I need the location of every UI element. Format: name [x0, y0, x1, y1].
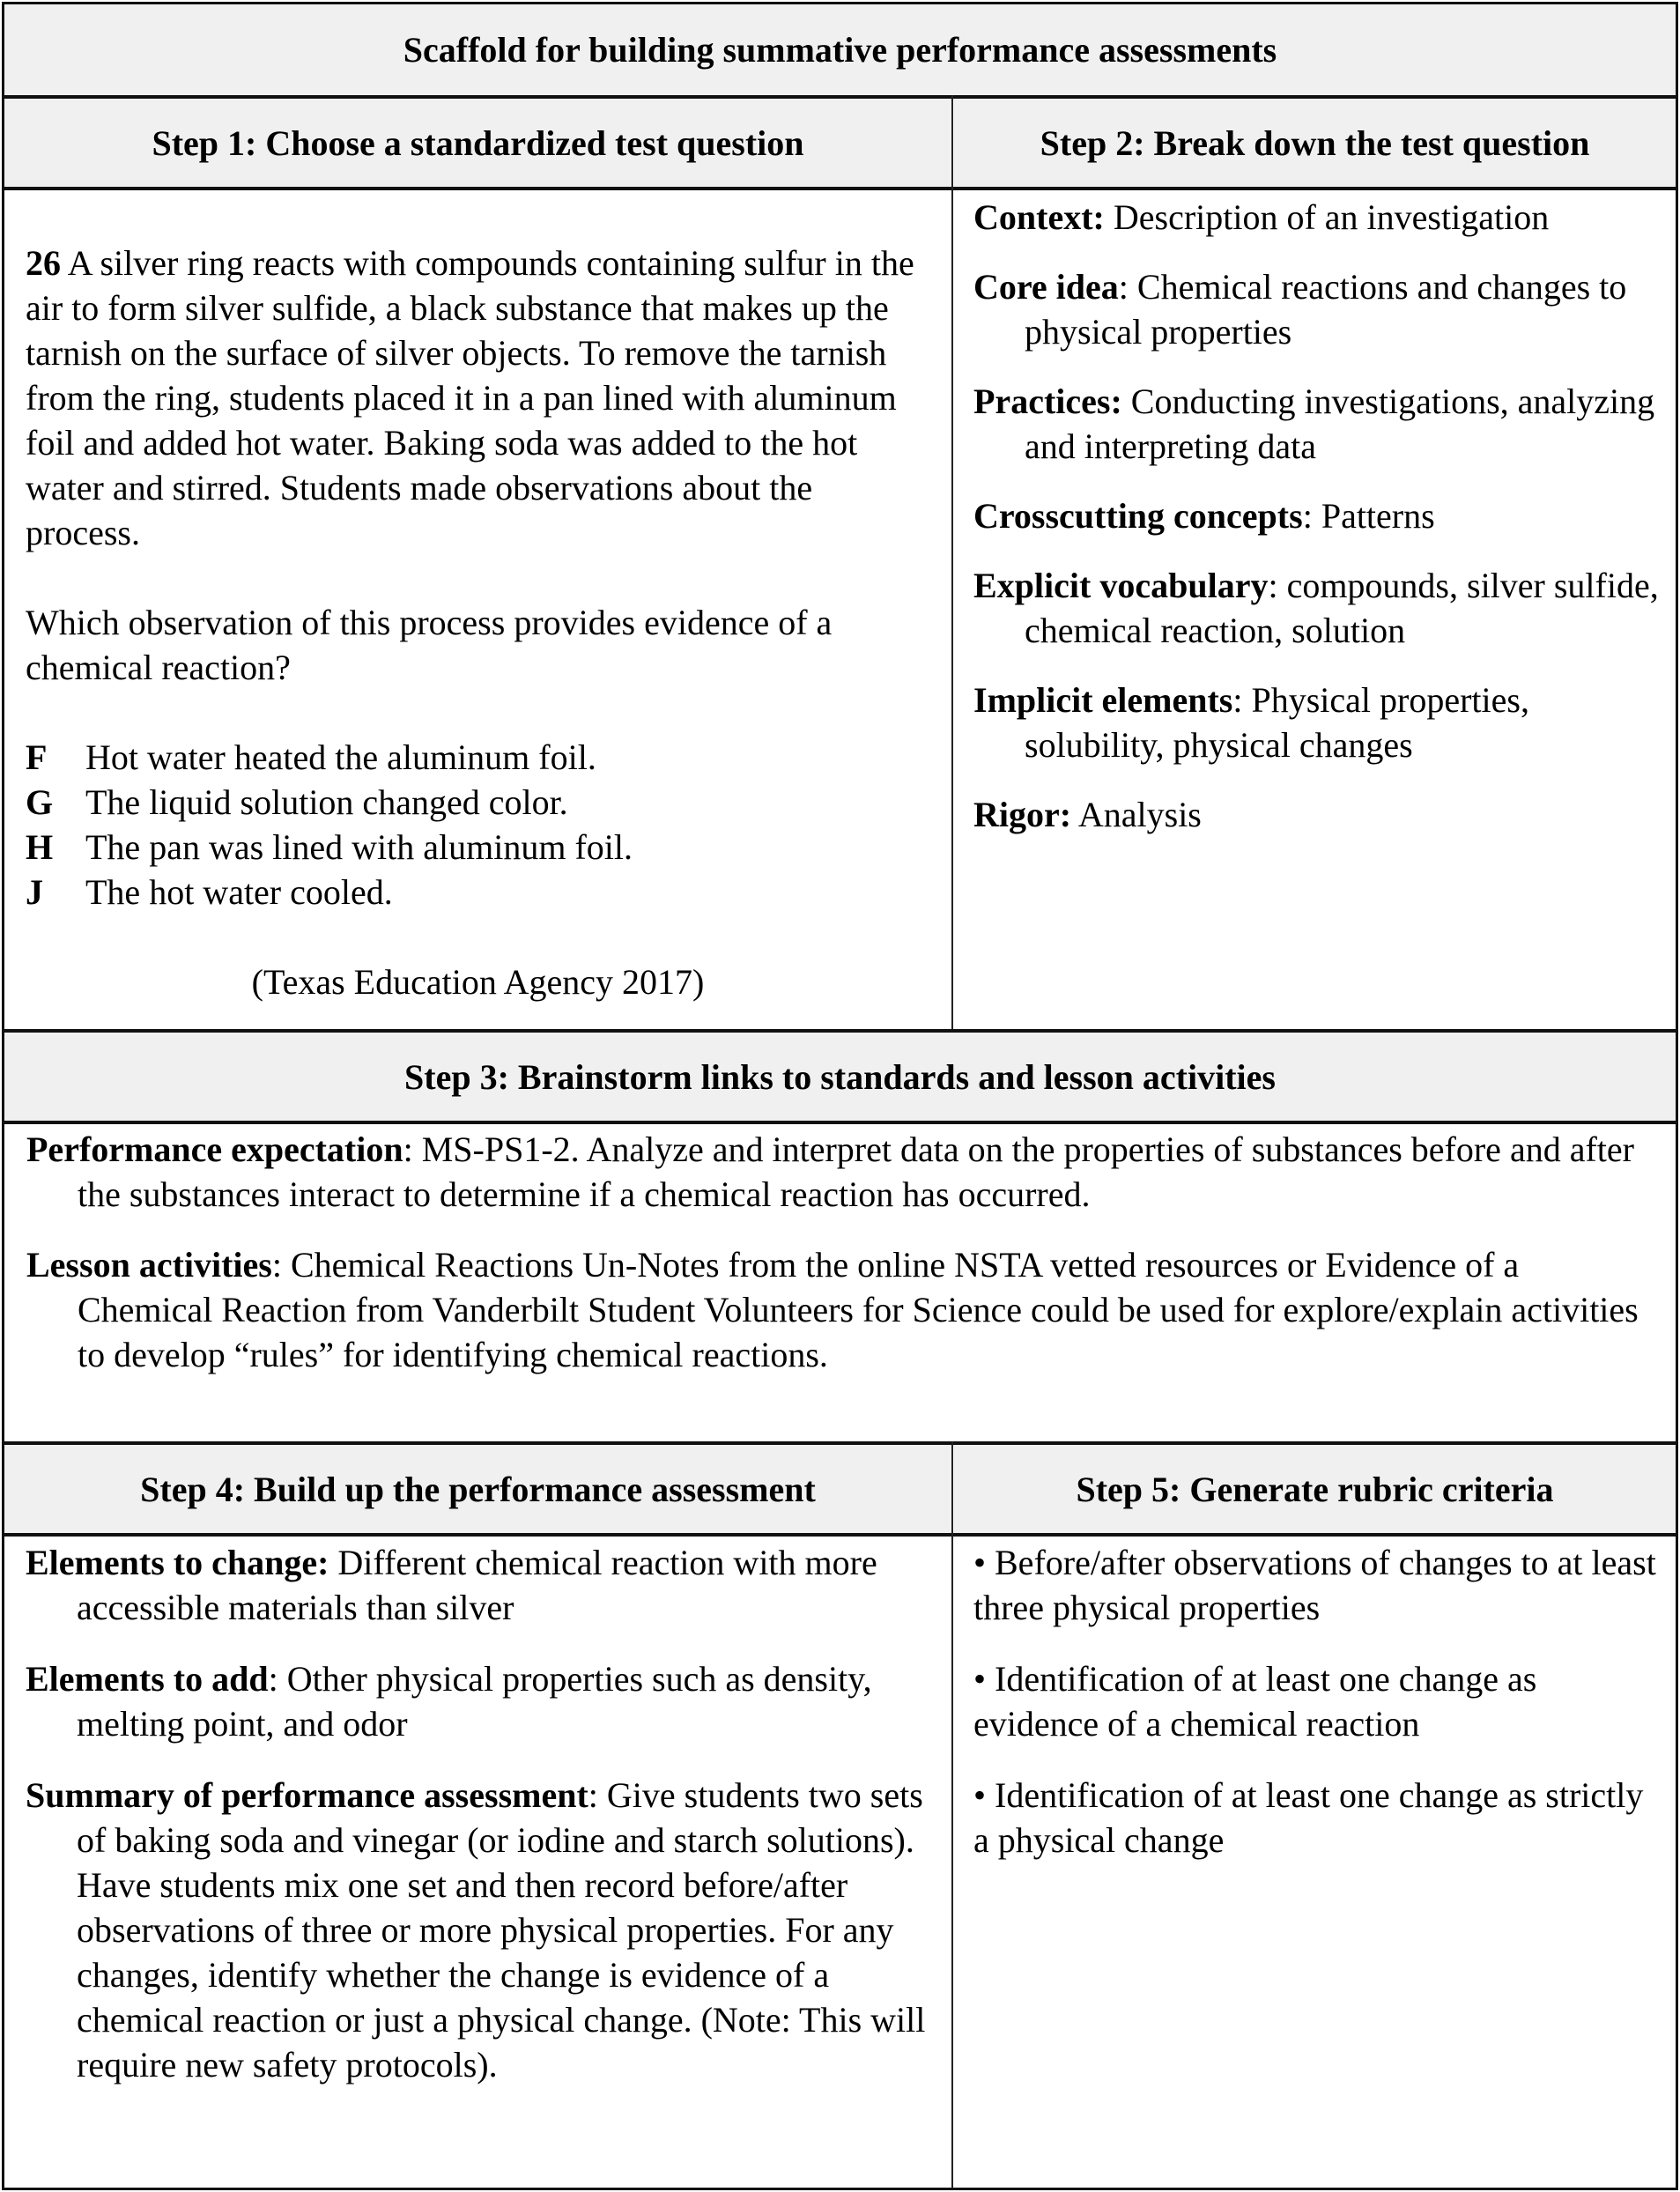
- elements-to-add: [26, 1656, 934, 1746]
- table-title-text: Scaffold for building summative performance assessments: [403, 30, 1277, 70]
- step3-heading-text: Step 3: Brainstorm links to standards and lesson activities: [404, 1056, 1276, 1097]
- choice-text: Hot water heated the aluminum foil.: [85, 737, 596, 777]
- item-value: : Physical properties, solubility, physical changes: [1025, 680, 1529, 765]
- item-label: Core idea: [973, 267, 1119, 307]
- item-label: Practices:: [973, 381, 1122, 421]
- rubric-criterion: • Identification of at least one change as strictly a physical change: [973, 1775, 1644, 1860]
- item-label: Context:: [973, 197, 1105, 237]
- breakdown-item-explicit-vocabulary: [973, 563, 1661, 653]
- step5-heading-text: Step 5: Generate rubric criteria: [1076, 1469, 1554, 1509]
- breakdown-item-crosscutting: [973, 493, 1661, 538]
- item-value: Description of an investigation: [1104, 197, 1550, 237]
- answer-choice: [26, 735, 930, 780]
- step1-heading-text: Step 1: Choose a standardized test question: [152, 122, 804, 163]
- choice-letter: J: [26, 872, 43, 912]
- answer-choice: [26, 780, 930, 825]
- item-label: Summary of performance assessment: [26, 1775, 588, 1815]
- step3-heading: [4, 1033, 1676, 1121]
- breakdown-item-rigor: [973, 792, 1661, 837]
- item-label: Performance expectation: [26, 1129, 403, 1169]
- breakdown-item-core-idea: [973, 264, 1661, 354]
- step4-body: [4, 1537, 951, 2187]
- question-prompt: Which observation of this process provides evidence of a chemical reaction?: [26, 603, 833, 687]
- item-value: : Chemical Reactions Un-Notes from the online NSTA vetted resources or Evidence of a Chemical Reaction from Vanderbilt Student Volunteers for Science could be used for explore/explain activities to develop “rules” for identifying chemical reactions.: [78, 1245, 1639, 1374]
- elements-to-change: [26, 1540, 934, 1630]
- citation: (Texas Education Agency 2017): [251, 962, 705, 1002]
- assessment-summary: [26, 1773, 934, 2087]
- step1-heading: [4, 99, 951, 187]
- breakdown-item-implicit-elements: [973, 678, 1661, 767]
- item-value: Conducting investigations, analyzing and interpreting data: [1025, 381, 1655, 466]
- question-stem-text: A silver ring reacts with compounds containing sulfur in the air to form silver sulfide, a black substance that makes up the tarnish on the surface of silver objects. To remove the tarnish from the ring, students placed it in a pan lined with aluminum foil and added hot water. Baking soda was added to the hot water and stirred. Students made observations about the process.: [26, 243, 914, 552]
- rubric-criterion: • Before/after observations of changes to at least three physical properties: [973, 1543, 1656, 1627]
- item-label: Explicit vocabulary: [973, 566, 1269, 605]
- item-value: : MS-PS1-2. Analyze and interpret data on the properties of substances before and after the substances interact to determine if a chemical reaction has occurred.: [78, 1129, 1634, 1214]
- item-value: Different chemical reaction with more accessible materials than silver: [77, 1543, 877, 1627]
- step2-heading: [954, 99, 1676, 187]
- choice-text: The pan was lined with aluminum foil.: [85, 827, 633, 867]
- choice-letter: H: [26, 827, 54, 867]
- item-label: Crosscutting concepts: [973, 496, 1303, 536]
- column-divider: [951, 1441, 953, 2188]
- step2-heading-text: Step 2: Break down the test question: [1040, 122, 1590, 163]
- item-value: Analysis: [1071, 795, 1202, 834]
- item-value: : compounds, silver sulfide, chemical reaction, solution: [1025, 566, 1659, 650]
- breakdown-item-context: [973, 195, 1661, 240]
- breakdown-item-practices: [973, 379, 1661, 469]
- item-label: Lesson activities: [26, 1245, 272, 1285]
- answer-choices: [26, 735, 930, 915]
- step1-body: [4, 190, 951, 1029]
- item-value: : Give students two sets of baking soda and vinegar (or iodine and starch solutions). Have students mix one set and then record before/after observations of three or more physical properties. For any changes, identify whether the change is evidence of a chemical reaction or just a physical change. (Note: This will require new safety protocols).: [77, 1775, 926, 2085]
- rubric-criterion: • Identification of at least one change as evidence of a chemical reaction: [973, 1659, 1537, 1744]
- question-number: 26: [26, 243, 61, 283]
- step3-body: [4, 1124, 1676, 1441]
- choice-letter: F: [26, 737, 48, 777]
- answer-choice: [26, 870, 930, 915]
- performance-expectation: [26, 1127, 1649, 1217]
- item-label: Elements to add: [26, 1659, 269, 1699]
- item-label: Implicit elements: [973, 680, 1233, 720]
- step2-body: [954, 190, 1676, 1029]
- step5-heading: [954, 1445, 1676, 1533]
- test-question-stem: [26, 241, 930, 555]
- step4-heading: [4, 1445, 951, 1533]
- step5-body: [954, 1537, 1676, 2187]
- item-label: Rigor:: [973, 795, 1072, 834]
- lesson-activities: [26, 1242, 1649, 1377]
- step4-heading-text: Step 4: Build up the performance assessment: [140, 1469, 816, 1509]
- item-value: : Chemical reactions and changes to physical properties: [1025, 267, 1627, 352]
- column-divider: [951, 95, 953, 1029]
- item-value: : Other physical properties such as density, melting point, and odor: [77, 1659, 872, 1744]
- item-label: Elements to change:: [26, 1543, 329, 1582]
- choice-letter: G: [26, 782, 54, 822]
- choice-text: The hot water cooled.: [85, 872, 393, 912]
- table-title: [4, 4, 1676, 95]
- item-value: : Patterns: [1302, 496, 1435, 536]
- answer-choice: [26, 825, 930, 870]
- choice-text: The liquid solution changed color.: [85, 782, 568, 822]
